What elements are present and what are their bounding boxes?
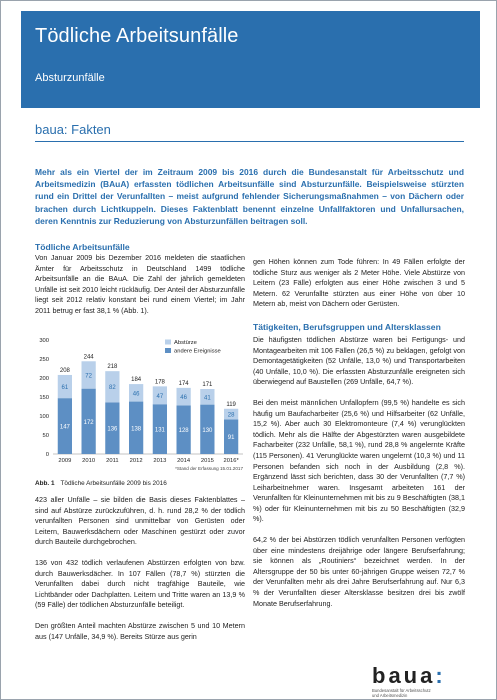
left-column-bottom <box>35 495 245 642</box>
data-label-total: 208 <box>59 367 70 374</box>
x-tick-label: 2011 <box>106 458 119 464</box>
data-label-absturze: 46 <box>132 391 140 398</box>
logo-subtitle: Bundesanstalt für Arbeitsschutz und Arbeitsmedizin <box>372 688 431 699</box>
y-tick-label: 100 <box>39 414 49 420</box>
legend-label-andere: andere Ereignisse <box>174 348 221 355</box>
left-paragraph-3: 136 von 432 tödlich verlaufenen Abstürzen erfolgten von bzw. durch Bauwerksdächer. In 107 Fällen (78,7 %) stürzten die Verunfallten dabei durch nicht tragfähige Bauteile, wie Lichtbänder oder Dachplatten. Leitern und Tritte waren an 13,9 % (59 Fälle) der tödlichen Absturzunfälle beteiligt. <box>35 557 245 610</box>
data-label-total: 171 <box>202 382 213 389</box>
data-label-absturze: 47 <box>156 393 164 400</box>
data-label-total: 184 <box>131 377 142 384</box>
right-heading: Tätigkeiten, Berufsgruppen und Altersklassen <box>253 321 441 332</box>
left-paragraph-1: Von Januar 2009 bis Dezember 2016 meldeten die staatlichen Ämter für Arbeitsschutz in Deutschland 1499 tödliche Arbeitsunfälle an die BAuA. Die Zahl der jährlich gemeldeten Unfälle ist seit 2010 leicht rückläufig. Der Anteil der Absturzunfälle liegt seit 2012 relativ konstant bei rund einem Viertel; im Jahr 2011 betrug er fast 38,1 % (Abb. 1). <box>35 253 245 315</box>
x-tick-label: 2013 <box>153 458 167 464</box>
chart-container <box>31 332 249 482</box>
y-tick-label: 250 <box>39 357 49 363</box>
data-label-absturze: 61 <box>61 385 69 392</box>
y-tick-label: 300 <box>39 338 49 344</box>
data-label-absturze: 28 <box>227 412 235 419</box>
data-label-absturze: 72 <box>85 373 92 380</box>
page-title: Tödliche Arbeitsunfälle <box>35 25 239 47</box>
right-paragraph-1: gen Höhen können zum Tode führen: In 49 Fällen erfolgte der tödliche Sturz aus weniger als 2 Meter Höhe. Viele Abstürze von Leitern (23 Fälle) erfolgten aus einer Höhe zwischen 3 und 5 Metern. 62 Verunfallte stürzten aus einer Höhe von über 10 Metern ab, meist von Dächern oder Gerüsten. <box>253 257 465 309</box>
data-label-total: 218 <box>107 364 118 371</box>
y-tick-label: 0 <box>45 452 49 458</box>
left-heading: Tödliche Arbeitsunfälle <box>35 242 130 252</box>
right-column <box>253 257 465 609</box>
figure-caption <box>35 480 167 487</box>
page-subtitle: Absturzunfälle <box>35 72 105 84</box>
baua-logo <box>372 663 472 699</box>
data-label-total: 178 <box>154 379 165 386</box>
x-tick-label: 2015 <box>200 458 214 464</box>
x-tick-label: 2010 <box>82 458 96 464</box>
right-paragraph-2: Die häufigsten tödlichen Abstürze waren bei Fertigungs- und Montagearbeiten mit 106 Fällen (26,5 %) zu beklagen, gefolgt von Demontagetätigkeiten (52 Unfälle, 13,0 %) und Transportarbeiten (40 Unfälle, 10,0 %). Die erfassten Absturzunfälle ereigneten sich überwiegend auf Baustellen (269 Unfälle, 64,7 %). <box>253 334 465 387</box>
x-tick-label: 2009 <box>58 458 72 464</box>
caption-text: Tödliche Arbeitsunfälle 2009 bis 2016 <box>60 480 167 487</box>
x-tick-label: 2016* <box>223 458 239 464</box>
caption-label: Abb. 1 <box>35 480 55 487</box>
data-label-andere: 128 <box>178 428 189 435</box>
y-tick-label: 200 <box>39 376 49 382</box>
left-column-top <box>35 242 245 317</box>
data-label-absturze: 41 <box>204 395 211 402</box>
section-divider <box>35 141 464 142</box>
data-label-andere: 138 <box>131 426 142 433</box>
data-label-absturze: 46 <box>180 395 187 402</box>
right-paragraph-3: Bei den meist männlichen Unfallopfern (99,5 %) handelte es sich häufig um Baufacharbeiter (25,6 %) und Hilfsarbeiter (62 Unfälle, 15,2 %). Aber auch 30 Elektromonteure (7,4 %) verunglückten tödlich. Mehr als die Hälfte der Abgestürzten waren ausgebildete Facharbeiter (232 Unfälle, 58,1 %), rund 28,8 % angelernte Kräfte (115 Personen). 41 Verunglückte waren ungelernt (10,3 %) und 11 Personen befanden sich noch in der Ausbildung (2,8 %). Ergänzend lässt sich berichten, dass 30 der Verunfallten (7,7 %) Leiharbeitnehmer waren. Insgesamt arbeiteten 161 der Verunfallten für Kleinunternehmen mit bis zu 9 Beschäftigten (38,1 %) oder für Kleinunternehmen mit bis zu 50 Beschäftigten (32,9 %). <box>253 397 465 524</box>
y-tick-label: 150 <box>39 395 49 401</box>
data-label-andere: 172 <box>83 419 94 426</box>
header-banner <box>21 11 480 108</box>
lead-paragraph: Mehr als ein Viertel der im Zeitraum 2009 bis 2016 durch die Bundesanstalt für Arbeitsschutz und Arbeitsmedizin (BAuA) erfassten tödlichen Arbeitsunfälle sind Absturzunfälle. Beispielsweise stürzten rund ein Drittel der Verunfallten – meist aufgrund fehlender Sicherungsmaßnahmen – von Dächern oder brachen durch Lichtkuppeln. Dieses Faktenblatt benennt einzelne Unfallfaktoren und Unfallursachen, deren Kenntnis zur Reduzierung von Absturzunfällen beitragen soll. <box>35 167 464 226</box>
data-label-absturze: 82 <box>109 385 116 392</box>
legend-swatch-andere <box>165 348 171 353</box>
stacked-bar-chart <box>31 332 249 482</box>
chart-footnote: *Stand der Erfassung 15.01.2017 <box>175 466 243 471</box>
data-label-total: 244 <box>83 354 94 361</box>
y-tick-label: 50 <box>42 433 49 439</box>
data-label-total: 119 <box>226 401 236 408</box>
data-label-andere: 91 <box>227 435 235 442</box>
x-tick-label: 2012 <box>129 458 143 464</box>
section-label: baua: Fakten <box>35 122 111 137</box>
logo-wordmark: baua: <box>372 663 446 688</box>
left-paragraph-4: Den größten Anteil machten Abstürze zwischen 5 und 10 Metern aus (147 Unfälle, 34,9 %). Bereits Stürze aus gerin <box>35 620 245 641</box>
right-paragraph-4: 64,2 % der bei Abstürzen tödlich verunfallten Personen verfügten über eine mindestens dreijährige oder längere Berufserfahrung; sie können als „Routiniers“ bezeichnet werden. In der Altersgruppe der 50 bis unter 60-jährigen Gruppe weisen 72,7 % der Verunfallten mehr als drei Jahre Berufserfahrung auf. Nur 6,3 % der Verunfallten dieser Altersklasse besitzen drei bis zwölf Monate Berufserfahrung. <box>253 535 465 608</box>
legend-swatch-absturze <box>165 340 171 345</box>
left-paragraph-2: 423 aller Unfälle – sie bilden die Basis dieses Faktenblattes – sind auf Abstürze zurückzuführen, d. h. rund 28,2 % der tödlich verunfallten Personen sind unmittelbar von Gerüsten oder Leitern, Bauwerksdächern oder Maschinen gestürzt oder zuvor durch Bauteile durchgebrochen. <box>35 495 245 547</box>
data-label-andere: 130 <box>202 427 213 434</box>
data-label-total: 174 <box>178 380 189 387</box>
data-label-andere: 131 <box>154 427 165 434</box>
data-label-andere: 136 <box>107 426 118 433</box>
data-label-andere: 147 <box>59 424 70 431</box>
legend-label-absturze: Abstürze <box>174 340 197 346</box>
x-tick-label: 2014 <box>177 458 191 464</box>
